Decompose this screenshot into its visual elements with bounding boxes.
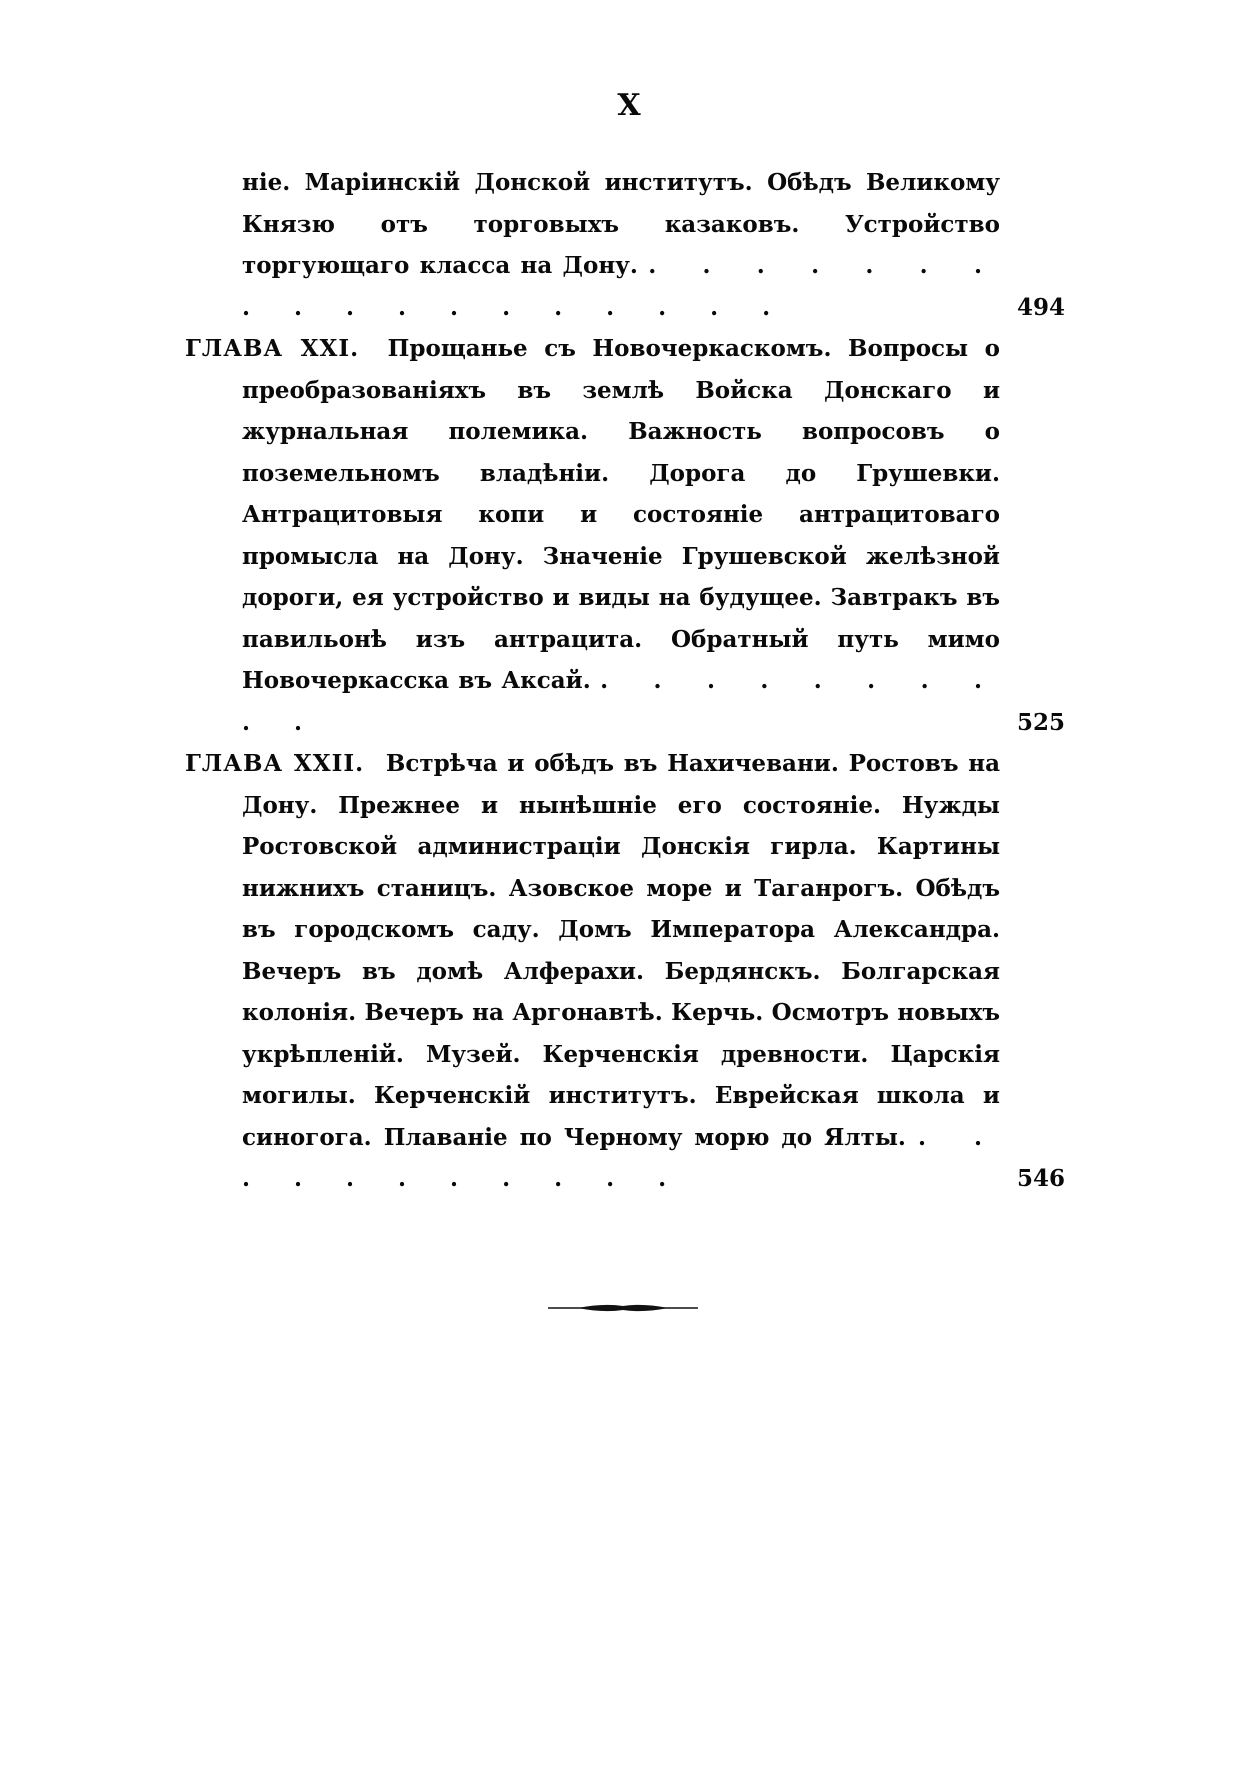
toc-entry <box>185 328 1065 743</box>
chapter-label: ГЛАВА XXII. <box>185 750 365 777</box>
toc-entry <box>185 743 1065 1200</box>
entry-description: Прощанье съ Новочеркаскомъ. Вопросы о преобразованіяхъ въ землѣ Войска Донскаго и журнальная полемика. Важность вопросовъ о поземельномъ владѣніи. Дорога до Грушевки. Антрацитовыя копи и состояніе антрацитоваго промысла на Дону. Значеніе Грушевской желѣзной дороги, ея устройство и виды на будущее. Завтракъ въ павильонѣ изъ антрацита. Обратный путь мимо Новочеркасска въ Аксай. <box>242 335 1000 694</box>
entry-page-number: 494 <box>1016 293 1065 321</box>
toc-entry <box>185 162 1065 328</box>
chapter-label: ГЛАВА XXI. <box>185 335 360 362</box>
end-ornament <box>548 1303 698 1313</box>
table-of-contents <box>185 162 1065 1200</box>
leader-dots: . . . . . . . . . . <box>242 667 1000 736</box>
entry-description: Встрѣча и обѣдъ въ Нахичевани. Ростовъ на Дону. Прежнее и нынѣшніе его состояніе. Нужды Ростовской администраціи Донскія гирла. Картины нижнихъ станицъ. Азовское море и Таганрогъ. Обѣдъ въ городскомъ саду. Домъ Императора Александра. Вечеръ въ домѣ Алферахи. Бердянскъ. Болгарская колонія. Вечеръ на Аргонавтѣ. Керчь. Осмотръ новыхъ укрѣпленій. Музей. Керченскія древности. Царскія могилы. Керченскій институтъ. Еврейская школа и синогога. Плаваніе по Черному морю до Ялты. <box>242 750 1000 1151</box>
entry-text <box>185 328 1000 743</box>
page-number: X <box>617 88 642 123</box>
leader-dots: . . . . . . . . . . . <box>242 1123 1000 1192</box>
entry-text <box>185 162 1000 328</box>
entry-description: ніе. Маріинскій Донской институтъ. Обѣдъ Великому Князю отъ торговыхъ казаковъ. Устройство торгующаго класса на Дону. <box>242 169 1000 279</box>
entry-page-number: 525 <box>1016 708 1065 736</box>
entry-text <box>185 743 1000 1200</box>
leader-dots: . . . . . . . . . . . . . . . . . . <box>242 252 1000 321</box>
entry-page-number: 546 <box>1016 1165 1065 1192</box>
